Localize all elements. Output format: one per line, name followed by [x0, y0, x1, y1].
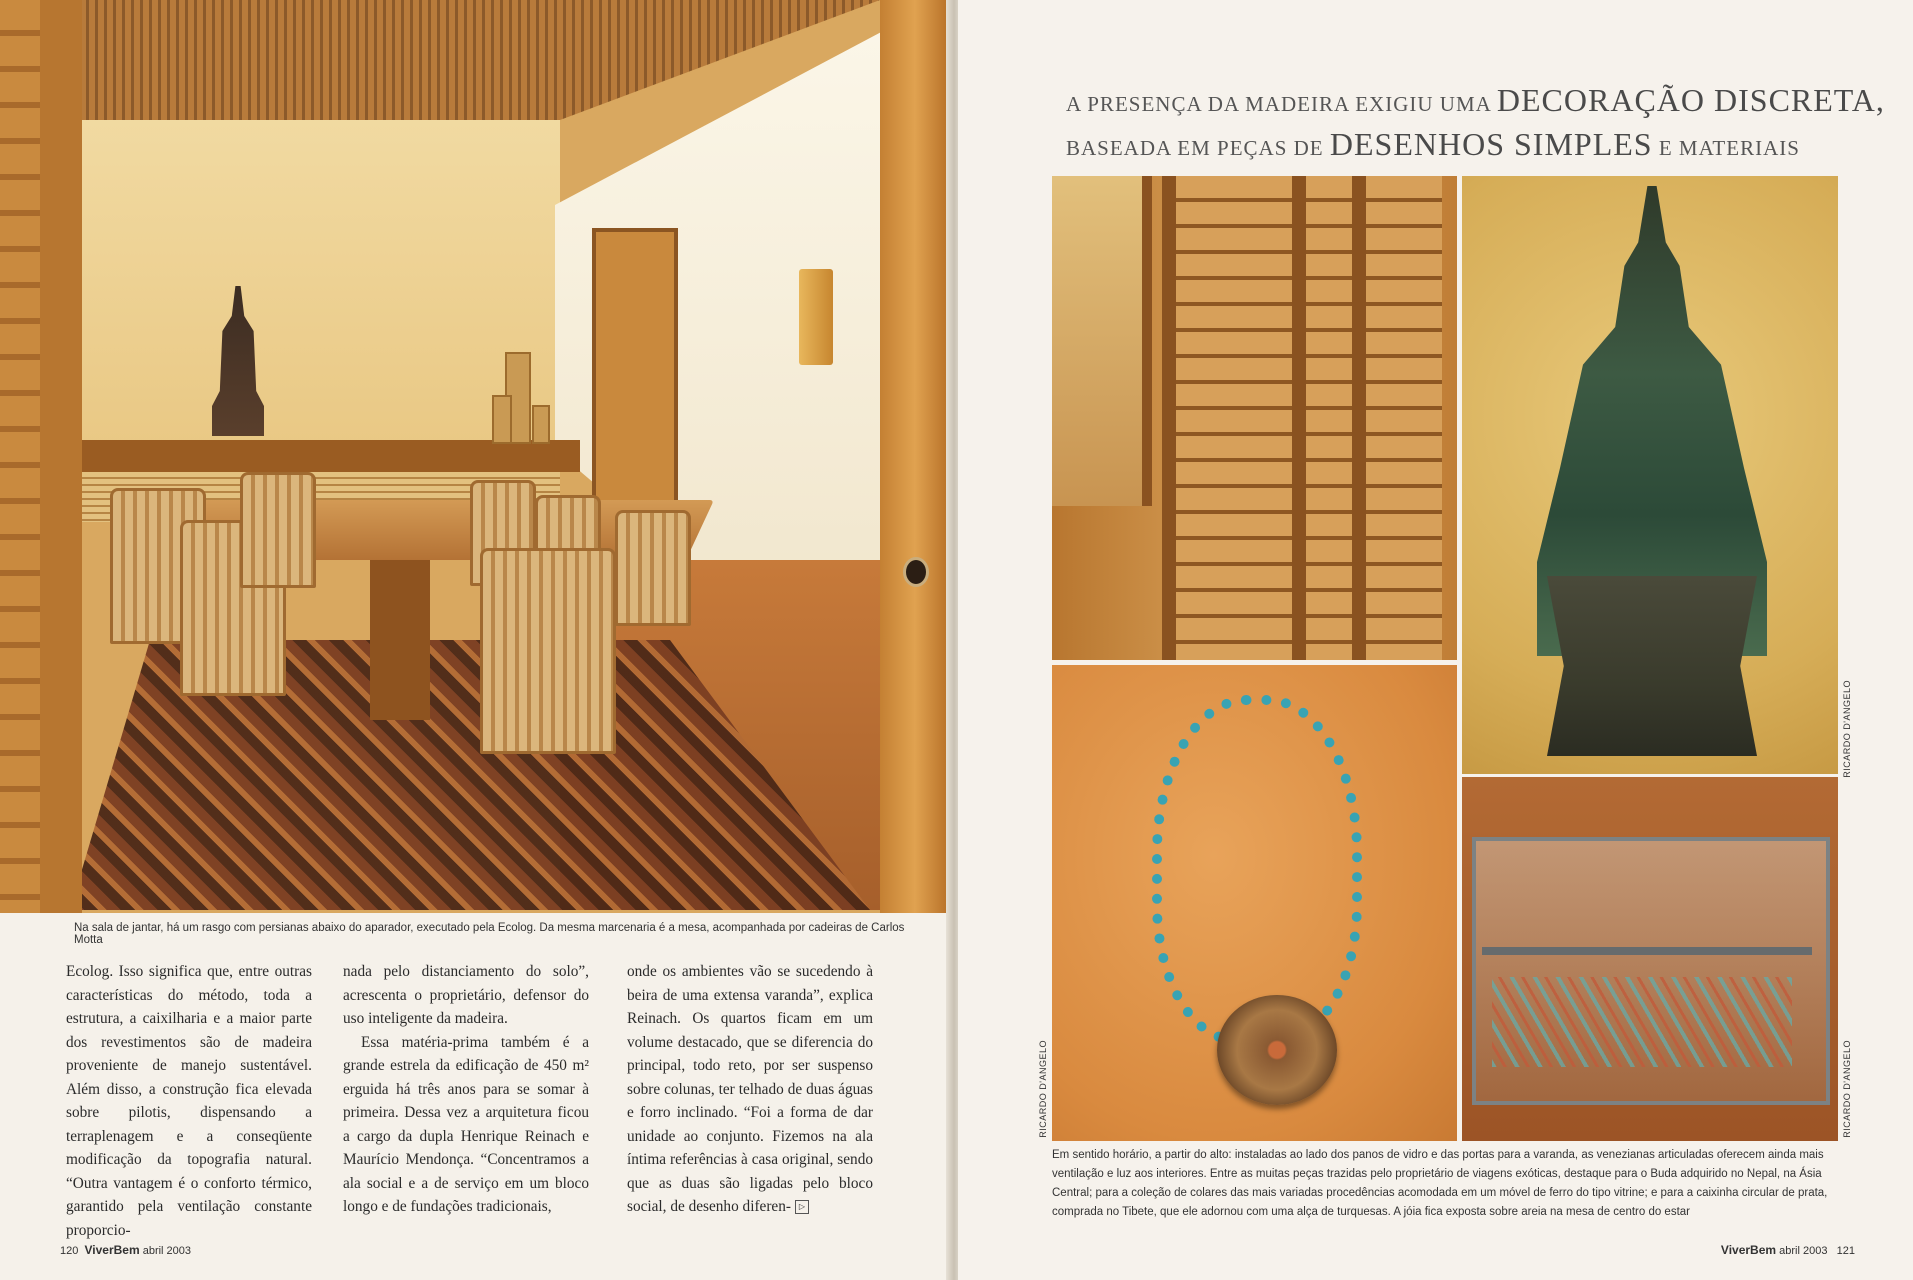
- back-wall: [80, 80, 560, 450]
- continue-arrow-icon: ▷: [795, 1200, 809, 1214]
- chair: [615, 510, 691, 626]
- necklace-collection: [1492, 977, 1792, 1067]
- table-base: [370, 560, 430, 720]
- magazine-name: ViverBem: [84, 1243, 140, 1257]
- text-column-3: [627, 960, 873, 1219]
- turquoise-necklace: [1152, 695, 1362, 1045]
- window-pane: [1052, 176, 1152, 506]
- door-handle: [903, 557, 929, 587]
- necklace-photo: [1052, 665, 1457, 1141]
- chair: [480, 548, 616, 754]
- chair: [240, 472, 316, 588]
- photo-credit: RICARDO D'ANGELO: [1842, 1040, 1852, 1138]
- headline-line-1: A PRESENÇA DA MADEIRA EXIGIU UMA DECORAÇÃO DISCRETA,: [1066, 82, 1885, 118]
- text-column-2: [343, 960, 589, 1219]
- folio-right: [1721, 1243, 1855, 1257]
- statue-pedestal: [1547, 576, 1757, 756]
- vase: [532, 405, 550, 444]
- wood-post: [40, 0, 82, 913]
- paragraph: Ecolog. Isso significa que, entre outras características do método, toda a estrutura, a caixilharia e a maior parte dos revestimentos são de madeira proveniente de manejo sustentável. Além disso, a construção fica elevada sobre pilotis, dispensando a terraplenagem e a conseqüente modificação da topografia natural. “Outra vantagem é o conforto térmico, garantido pela ventilação constante proporcio-: [66, 963, 312, 1239]
- wall-lamp: [799, 269, 833, 365]
- silver-pendant: [1217, 995, 1337, 1105]
- photo-credit: RICARDO D'ANGELO: [1038, 1040, 1048, 1138]
- shutters-photo: [1052, 176, 1457, 660]
- page-number: 120: [60, 1245, 79, 1257]
- folio-left: [60, 1243, 191, 1257]
- buddha-photo: [1462, 176, 1838, 774]
- issue-date: abril 2003: [1779, 1245, 1828, 1257]
- sliding-door-frame: [880, 0, 950, 913]
- photo-caption: Em sentido horário, a partir do alto: instaladas ao lado dos panos de vidro e das portas para a varanda, as venezianas articuladas oferecem ainda mais ventilação e luz aos interiores. Entre as muitas peças trazidas pelo proprietário de viagens exóticas, destaque para o Buda adquirido no Nepal, na Ásia Central; para a coleção de colares das mais variadas procedências acomodada em um móvel de ferro do tipo vitrine; e para a caixinha circular de prata, comprada no Tibete, que ele adornou com uma alça de turquesas. A jóia fica exposta sobre areia na mesa de centro do estar: [1052, 1149, 1828, 1218]
- paragraph: onde os ambientes vão se sucedendo à beira de uma extensa varanda”, explica Reinach. Os quartos ficam em um volume destacado, que se diferencia do principal, todo reto, por ser suspenso sobre colunas, ter telhado de duas águas e forro inclinado. “Foi a forma de dar unidade ao conjunto. Fizemos na ala íntima referências à casa original, sendo que as duas são ligadas pelo bloco social, de desenho diferen- ▷: [627, 963, 873, 1215]
- magazine-name: ViverBem: [1720, 1243, 1777, 1257]
- page-number: 121: [1836, 1245, 1855, 1257]
- photo-caption: Na sala de jantar, há um rasgo com persianas abaixo do aparador, executado pela Ecolog. Da mesma marcenaria é a mesa, acompanhada por cadeiras de Carlos Motta: [74, 922, 905, 946]
- right-page: [958, 0, 1913, 1280]
- left-page: [0, 0, 950, 1280]
- issue-date: abril 2003: [142, 1245, 192, 1257]
- sideboard: [80, 440, 580, 472]
- dining-room-photo: [0, 0, 950, 913]
- door-frame: [1292, 176, 1306, 660]
- vitrine-photo: [1462, 777, 1838, 1141]
- paragraph: nada pelo distanciamento do solo”, acrescenta o proprietário, defensor do uso inteligente da madeira.: [343, 963, 589, 1027]
- vase: [492, 395, 512, 444]
- door-frame: [1162, 176, 1176, 660]
- paragraph: Essa matéria-prima também é a grande estrela da edificação de 450 m² erguida há três anos para se somar à primeira. Dessa vez a arquitetura ficou a cargo da dupla Henrique Reinach e Maurício Mendonça. “Concentramos a ala social e a de serviço em um bloco longo e de fundações tradicionais,: [343, 1033, 589, 1215]
- headline-line-2: BASEADA EM PEÇAS DE DESENHOS SIMPLES E MATERIAIS: [1066, 126, 1800, 162]
- door-frame: [1352, 176, 1366, 660]
- photo-credit: RICARDO D'ANGELO: [1842, 680, 1852, 778]
- text-column-1: [66, 960, 312, 1242]
- display-shelf: [1482, 947, 1812, 955]
